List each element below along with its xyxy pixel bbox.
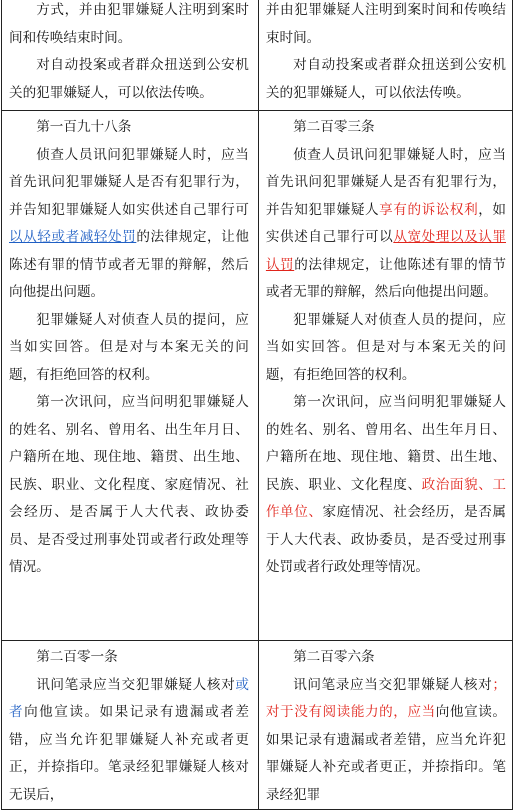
added-text: 政治面貌、工作单位、 (265, 476, 506, 520)
paragraph: 犯罪嫌疑人对侦查人员的提问，应当如实回答。但是对与本案无关的问题，有拒绝回答的权利。 (9, 311, 249, 383)
added-text: 享有的诉讼权利 (379, 201, 479, 218)
new-version-cell (258, 111, 512, 641)
paragraph: 并由犯罪嫌疑人注明到案时间和传唤结束时间。 (265, 2, 506, 46)
paragraph: 犯罪嫌疑人对侦查人员的提问，应当如实回答。但是对与本案无关的问题，有拒绝回答的权利。 (265, 311, 506, 383)
article-number: 第二百零一条 (36, 649, 118, 665)
paragraph: 讯问笔录应当交犯罪嫌疑人核对或者向他宣读。如果记录有遗漏或者差错，应当允许犯罪嫌疑人补充或者更正，并捺指印。笔录经犯罪嫌疑人核对无误后， (9, 676, 249, 803)
article-number: 第二百零三条 (293, 119, 375, 135)
changed-text: 以从轻或者减轻处罚 (9, 229, 137, 245)
paragraph: 对自动投案或者群众扭送到公安机关的犯罪嫌疑人，可以依法传唤。 (9, 57, 249, 101)
old-version-cell (2, 641, 259, 810)
table-row (2, 641, 513, 810)
paragraph: 讯问笔录应当交犯罪嫌疑人核对；对于没有阅读能力的，应当向他宣读。如果记录有遗漏或者差错，应当允许犯罪嫌疑人补充或者更正，并捺指印。笔录经犯罪 (265, 676, 506, 803)
paragraph: 第一次讯问，应当问明犯罪嫌疑人的姓名、别名、曾用名、出生年月日、户籍所在地、现住地、籍贯、出生地、民族、职业、文化程度、家庭情况、社会经历、是否属于人大代表、政协委员、是否受过刑事处罚或者行政处理等情况。 (9, 394, 249, 575)
old-version-cell (2, 0, 259, 111)
old-version-cell (2, 111, 259, 641)
paragraph: 侦查人员讯问犯罪嫌疑人时，应当首先讯问犯罪嫌疑人是否有犯罪行为，并告知犯罪嫌疑人如实供述自己罪行可以从轻或者减轻处罚的法律规定，让他陈述有罪的情节或者无罪的辩解，然后向他提出问题。 (9, 146, 249, 300)
paragraph: 第一次讯问，应当问明犯罪嫌疑人的姓名、别名、曾用名、出生年月日、户籍所在地、现住地、籍贯、出生地、民族、职业、文化程度、政治面貌、工作单位、家庭情况、社会经历，是否属于人大代表、政协委员，是否受过刑事处罚或者行政处理等情况。 (265, 394, 506, 575)
comparison-table (1, 0, 513, 810)
added-text: ；对于没有阅读能力的，应当 (265, 676, 506, 720)
added-text: 从宽处理以及认罪认罚 (265, 229, 506, 273)
paragraph: 方式，并由犯罪嫌疑人注明到案时间和传唤结束时间。 (9, 2, 249, 46)
new-version-cell (258, 0, 512, 111)
article-number: 第一百九十八条 (36, 119, 132, 135)
paragraph: 侦查人员讯问犯罪嫌疑人时，应当首先讯问犯罪嫌疑人是否有犯罪行为，并告知犯罪嫌疑人享有的诉讼权利，如实供述自己罪行可以从宽处理以及认罪认罚的法律规定，让他陈述有罪的情节或者无罪的辩解，然后向他提出问题。 (265, 146, 506, 300)
paragraph: 对自动投案或者群众扭送到公安机关的犯罪嫌疑人，可以依法传唤。 (265, 57, 506, 101)
changed-text: 或者 (9, 676, 249, 720)
new-version-cell (258, 641, 512, 810)
article-number: 第二百零六条 (293, 649, 375, 665)
table-row (2, 111, 513, 641)
table-row (2, 0, 513, 111)
